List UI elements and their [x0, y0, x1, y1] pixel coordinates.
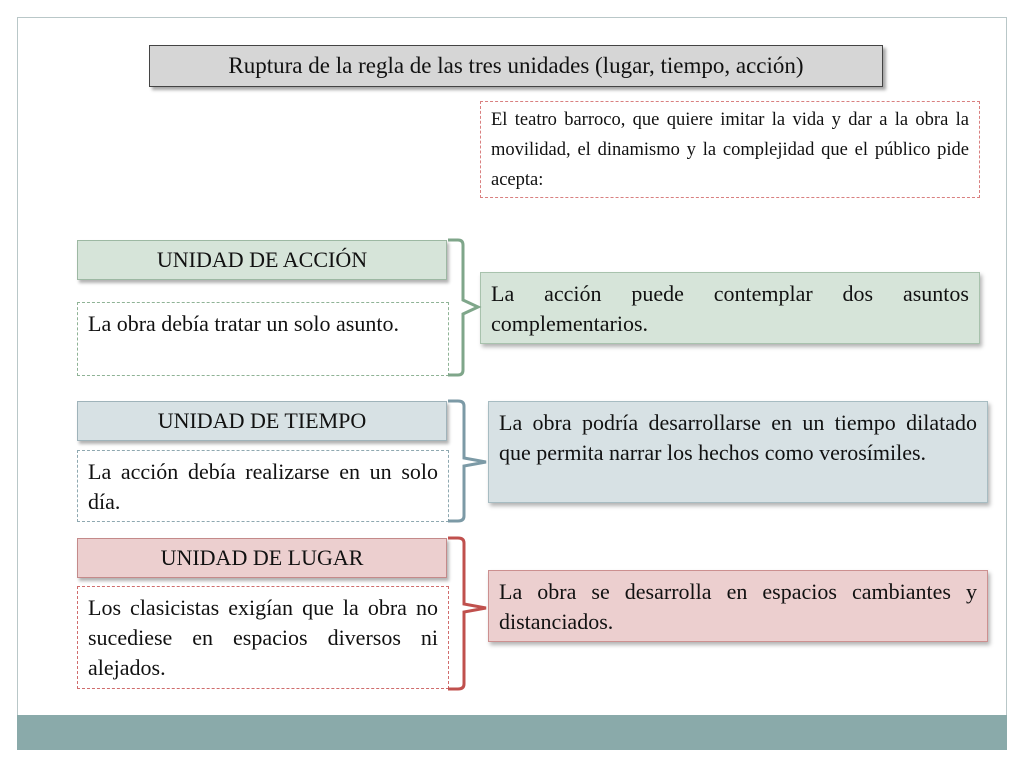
heading-unidad-tiempo: UNIDAD DE TIEMPO: [77, 401, 447, 441]
old-rule-tiempo: La acción debía realizarse en un solo día.: [77, 450, 449, 522]
old-rule-lugar: Los clasicistas exigían que la obra no sucediese en espacios diversos ni alejados.: [77, 586, 449, 689]
new-rule-tiempo: La obra podría desarrollarse en un tiempo dilatado que permita narrar los hechos como verosímiles.: [488, 401, 988, 503]
slide-title: Ruptura de la regla de las tres unidades (lugar, tiempo, acción): [149, 45, 883, 87]
old-rule-accion: La obra debía tratar un solo asunto.: [77, 302, 449, 376]
heading-unidad-accion: UNIDAD DE ACCIÓN: [77, 240, 447, 280]
new-rule-accion: La acción puede contemplar dos asuntos complementarios.: [480, 272, 980, 344]
heading-unidad-lugar: UNIDAD DE LUGAR: [77, 538, 447, 578]
intro-text: El teatro barroco, que quiere imitar la vida y dar a la obra la movilidad, el dinamismo y la complejidad que el público pide acepta:: [480, 101, 980, 198]
footer-bar: [17, 715, 1007, 750]
new-rule-lugar: La obra se desarrolla en espacios cambiantes y distanciados.: [488, 570, 988, 642]
